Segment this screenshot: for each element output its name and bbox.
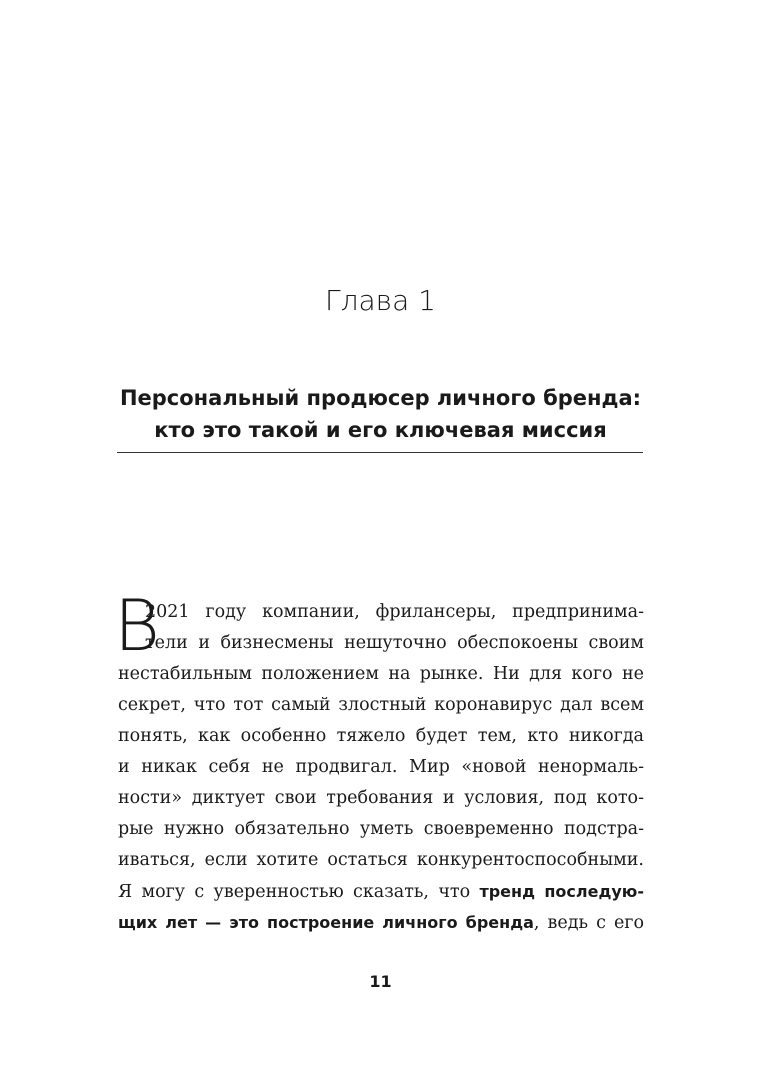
body-line-7: ности» диктует свои требования и условия, под кото- bbox=[118, 788, 644, 808]
body-line-10-bold: тренд последую- bbox=[479, 882, 644, 901]
chapter-title-line-2: кто это такой и его ключевая миссия bbox=[154, 418, 607, 442]
body-line-10 bbox=[118, 876, 644, 907]
drop-cap: В bbox=[114, 585, 160, 667]
body-line-3: нестабильным положением на рынке. Ни для кого не bbox=[118, 664, 644, 684]
chapter-title bbox=[0, 382, 761, 446]
body-line-11-bold: щих лет — это построение личного бренда bbox=[118, 913, 534, 932]
body-line-6: и никак себя не продвигал. Мир «новой ненормаль- bbox=[118, 757, 644, 777]
body-line-8: рые нужно обязательно уметь своевременно подстра- bbox=[118, 819, 644, 839]
body-line-2: тели и бизнесмены нешуточно обеспокоены своим bbox=[145, 633, 644, 653]
body-paragraph bbox=[114, 585, 644, 938]
title-divider bbox=[117, 452, 643, 453]
page-number: 11 bbox=[369, 972, 392, 991]
body-line-5: понять, как особенно тяжело будет тем, кто никогда bbox=[118, 726, 644, 746]
body-line-10-regular: Я могу с уверенностью сказать, что bbox=[118, 882, 480, 902]
body-line-9: иваться, если хотите остаться конкурентоспособными. bbox=[118, 850, 644, 870]
body-line-1: 2021 году компании, фрилансеры, предпринима- bbox=[145, 602, 644, 622]
body-line-11 bbox=[118, 907, 644, 938]
chapter-label: Глава 1 bbox=[325, 284, 436, 317]
body-line-11-regular: , ведь с его bbox=[533, 913, 644, 933]
chapter-title-line-1: Персональный продюсер личного бренда: bbox=[119, 386, 642, 410]
body-line-4: секрет, что тот самый злостный коронавирус дал всем bbox=[118, 695, 644, 715]
